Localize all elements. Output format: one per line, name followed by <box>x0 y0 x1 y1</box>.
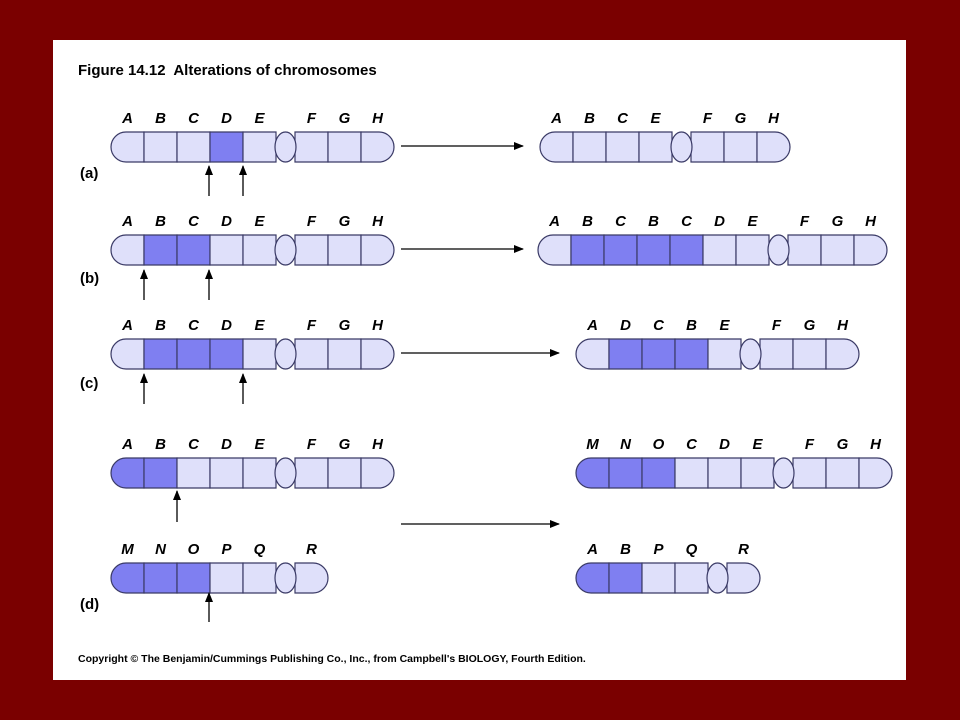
panel-label-a: (a) <box>80 165 99 182</box>
chromosome-segment-e <box>708 339 741 369</box>
gene-label: D <box>221 213 232 230</box>
gene-label: E <box>747 213 758 230</box>
chromosome-segment-b <box>571 235 604 265</box>
chromosome-segment-e <box>243 132 276 162</box>
gene-label: C <box>188 436 199 453</box>
gene-label: O <box>652 436 665 453</box>
gene-label: C <box>615 213 626 230</box>
chromosome-b-original <box>111 213 394 265</box>
gene-label: E <box>254 110 265 127</box>
gene-label: B <box>155 213 166 230</box>
chromosome-segment-p <box>210 563 243 593</box>
chromosome-segment-b <box>637 235 670 265</box>
gene-label: D <box>221 110 232 127</box>
centromere <box>671 132 692 162</box>
chromosome-segment-h <box>757 132 790 162</box>
centromere <box>707 563 728 593</box>
gene-label: F <box>771 317 782 334</box>
gene-label: R <box>306 541 317 558</box>
chromosome-segment-c <box>177 458 210 488</box>
chromosome-segment-a <box>111 458 144 488</box>
gene-label: E <box>719 317 730 334</box>
panel-label-d: (d) <box>80 596 100 613</box>
gene-label: C <box>188 110 199 127</box>
chromosome-segment-f <box>295 339 328 369</box>
chromosome-segment-d <box>703 235 736 265</box>
gene-label: A <box>587 317 598 334</box>
gene-label: C <box>188 213 199 230</box>
chromosome-segment-r <box>295 563 328 593</box>
gene-label: N <box>155 541 166 558</box>
centromere <box>740 339 761 369</box>
gene-label: C <box>188 317 199 334</box>
chromosome-segment-e <box>243 235 276 265</box>
chromosome-segment-f <box>788 235 821 265</box>
chromosome-a-deletion <box>540 110 790 162</box>
chromosome-segment-o <box>642 458 675 488</box>
panel-label-b: (b) <box>80 270 100 287</box>
gene-label: F <box>804 436 815 453</box>
chromosome-segment-h <box>361 339 394 369</box>
chromosome-segment-o <box>177 563 210 593</box>
chromosome-segment-a <box>576 563 609 593</box>
gene-label: B <box>155 436 166 453</box>
gene-label: G <box>734 110 747 127</box>
gene-label: B <box>155 317 166 334</box>
centromere <box>275 563 296 593</box>
chromosome-segment-d <box>210 132 243 162</box>
chromosome-segment-b <box>144 339 177 369</box>
chromosome-segment-b <box>144 235 177 265</box>
gene-label: R <box>738 541 749 558</box>
chromosome-segment-g <box>328 235 361 265</box>
gene-label: C <box>686 436 697 453</box>
gene-label: H <box>768 110 779 127</box>
chromosome-segment-h <box>361 458 394 488</box>
panel-label-c: (c) <box>80 375 99 392</box>
gene-label: B <box>648 213 659 230</box>
gene-label: C <box>653 317 664 334</box>
chromosome-segment-e <box>243 339 276 369</box>
gene-label: D <box>714 213 725 230</box>
gene-label: D <box>221 436 232 453</box>
gene-label: B <box>155 110 166 127</box>
gene-label: A <box>551 110 562 127</box>
gene-label: E <box>254 317 265 334</box>
chromosome-segment-a <box>111 132 144 162</box>
chromosome-segment-b <box>675 339 708 369</box>
chromosome-segment-e <box>741 458 774 488</box>
gene-label: M <box>121 541 134 558</box>
chromosome-segment-d <box>708 458 741 488</box>
gene-label: E <box>752 436 763 453</box>
gene-label: Q <box>685 541 698 558</box>
gene-label: A <box>549 213 560 230</box>
chromosome-segment-c <box>177 339 210 369</box>
gene-label: F <box>306 317 317 334</box>
chromosome-segment-h <box>854 235 887 265</box>
gene-label: C <box>617 110 628 127</box>
chromosome-segment-d <box>210 339 243 369</box>
gene-label: G <box>831 213 844 230</box>
centromere <box>275 235 296 265</box>
centromere <box>275 458 296 488</box>
chromosome-segment-d <box>609 339 642 369</box>
gene-label: B <box>584 110 595 127</box>
chromosome-segment-g <box>328 132 361 162</box>
chromosome-segment-c <box>604 235 637 265</box>
gene-label: F <box>306 110 317 127</box>
gene-label: A <box>122 436 133 453</box>
gene-label: F <box>799 213 810 230</box>
chromosome-d-original-top <box>111 436 394 488</box>
chromosome-segment-g <box>821 235 854 265</box>
gene-label: P <box>653 541 664 558</box>
gene-label: E <box>650 110 661 127</box>
chromosome-segment-h <box>361 132 394 162</box>
gene-label: F <box>702 110 713 127</box>
gene-label: G <box>836 436 849 453</box>
chromosome-segment-c <box>642 339 675 369</box>
gene-label: B <box>582 213 593 230</box>
gene-label: A <box>122 213 133 230</box>
chromosome-segment-b <box>573 132 606 162</box>
gene-label: G <box>338 436 351 453</box>
chromosome-segment-n <box>144 563 177 593</box>
chromosome-segment-g <box>724 132 757 162</box>
centromere <box>275 339 296 369</box>
chromosome-segment-h <box>859 458 892 488</box>
chromosome-segment-d <box>210 235 243 265</box>
gene-label: E <box>254 436 265 453</box>
chromosome-segment-c <box>177 235 210 265</box>
gene-label: G <box>338 110 351 127</box>
chromosome-segment-a <box>538 235 571 265</box>
chromosome-segment-c <box>670 235 703 265</box>
figure-caption: Alterations of chromosomes <box>173 62 377 79</box>
chromosome-segment-f <box>760 339 793 369</box>
chromosome-segment-e <box>639 132 672 162</box>
chromosome-d-original-bottom <box>111 541 328 593</box>
chromosome-segment-e <box>243 458 276 488</box>
chromosome-segment-g <box>793 339 826 369</box>
chromosome-segment-d <box>210 458 243 488</box>
chromosome-d-translocation-top <box>576 436 892 488</box>
chromosome-b-duplication <box>538 213 887 265</box>
chromosome-segment-g <box>328 458 361 488</box>
chromosome-segment-n <box>609 458 642 488</box>
chromosome-segment-e <box>736 235 769 265</box>
gene-label: F <box>306 213 317 230</box>
chromosome-d-translocation-bottom <box>576 541 760 593</box>
chromosome-segment-f <box>295 458 328 488</box>
centromere <box>275 132 296 162</box>
gene-label: E <box>254 213 265 230</box>
gene-label: N <box>620 436 631 453</box>
gene-label: D <box>719 436 730 453</box>
chromosome-segment-m <box>576 458 609 488</box>
chromosome-segment-a <box>540 132 573 162</box>
chromosome-segment-b <box>144 458 177 488</box>
chromosome-segment-h <box>826 339 859 369</box>
chromosome-segment-a <box>576 339 609 369</box>
chromosome-segment-b <box>144 132 177 162</box>
chromosome-segment-g <box>328 339 361 369</box>
chromosome-segment-c <box>177 132 210 162</box>
chromosome-segment-h <box>361 235 394 265</box>
figure-number: Figure 14.12 <box>78 62 166 79</box>
gene-label: M <box>586 436 599 453</box>
gene-label: P <box>221 541 232 558</box>
gene-label: G <box>338 213 351 230</box>
chromosome-segment-f <box>295 235 328 265</box>
gene-label: Q <box>253 541 266 558</box>
chromosome-segment-a <box>111 339 144 369</box>
gene-label: G <box>803 317 816 334</box>
gene-label: B <box>620 541 631 558</box>
chromosome-segment-q <box>243 563 276 593</box>
gene-label: H <box>870 436 881 453</box>
gene-label: H <box>372 317 383 334</box>
gene-label: H <box>837 317 848 334</box>
copyright-notice: Copyright © The Benjamin/Cummings Publishing Co., Inc., from Campbell's BIOLOGY, Fourth Edition. <box>78 653 586 665</box>
chromosome-segment-c <box>606 132 639 162</box>
gene-label: A <box>587 541 598 558</box>
gene-label: H <box>372 436 383 453</box>
gene-label: B <box>686 317 697 334</box>
gene-label: A <box>122 317 133 334</box>
chromosome-segment-m <box>111 563 144 593</box>
gene-label: H <box>372 213 383 230</box>
gene-label: H <box>372 110 383 127</box>
chromosome-segment-p <box>642 563 675 593</box>
gene-label: D <box>221 317 232 334</box>
centromere <box>773 458 794 488</box>
gene-label: H <box>865 213 876 230</box>
gene-label: F <box>306 436 317 453</box>
chromosome-segment-f <box>793 458 826 488</box>
chromosome-segment-g <box>826 458 859 488</box>
chromosome-segment-c <box>675 458 708 488</box>
chromosome-segment-q <box>675 563 708 593</box>
gene-label: D <box>620 317 631 334</box>
gene-label: G <box>338 317 351 334</box>
gene-label: O <box>187 541 200 558</box>
chromosome-segment-f <box>295 132 328 162</box>
chromosome-segment-b <box>609 563 642 593</box>
chromosome-segment-r <box>727 563 760 593</box>
chromosome-c-original <box>111 317 394 369</box>
chromosome-c-inversion <box>576 317 859 369</box>
gene-label: A <box>122 110 133 127</box>
chromosome-segment-a <box>111 235 144 265</box>
gene-label: C <box>681 213 692 230</box>
centromere <box>768 235 789 265</box>
chromosome-a-original <box>111 110 394 162</box>
chromosome-segment-f <box>691 132 724 162</box>
